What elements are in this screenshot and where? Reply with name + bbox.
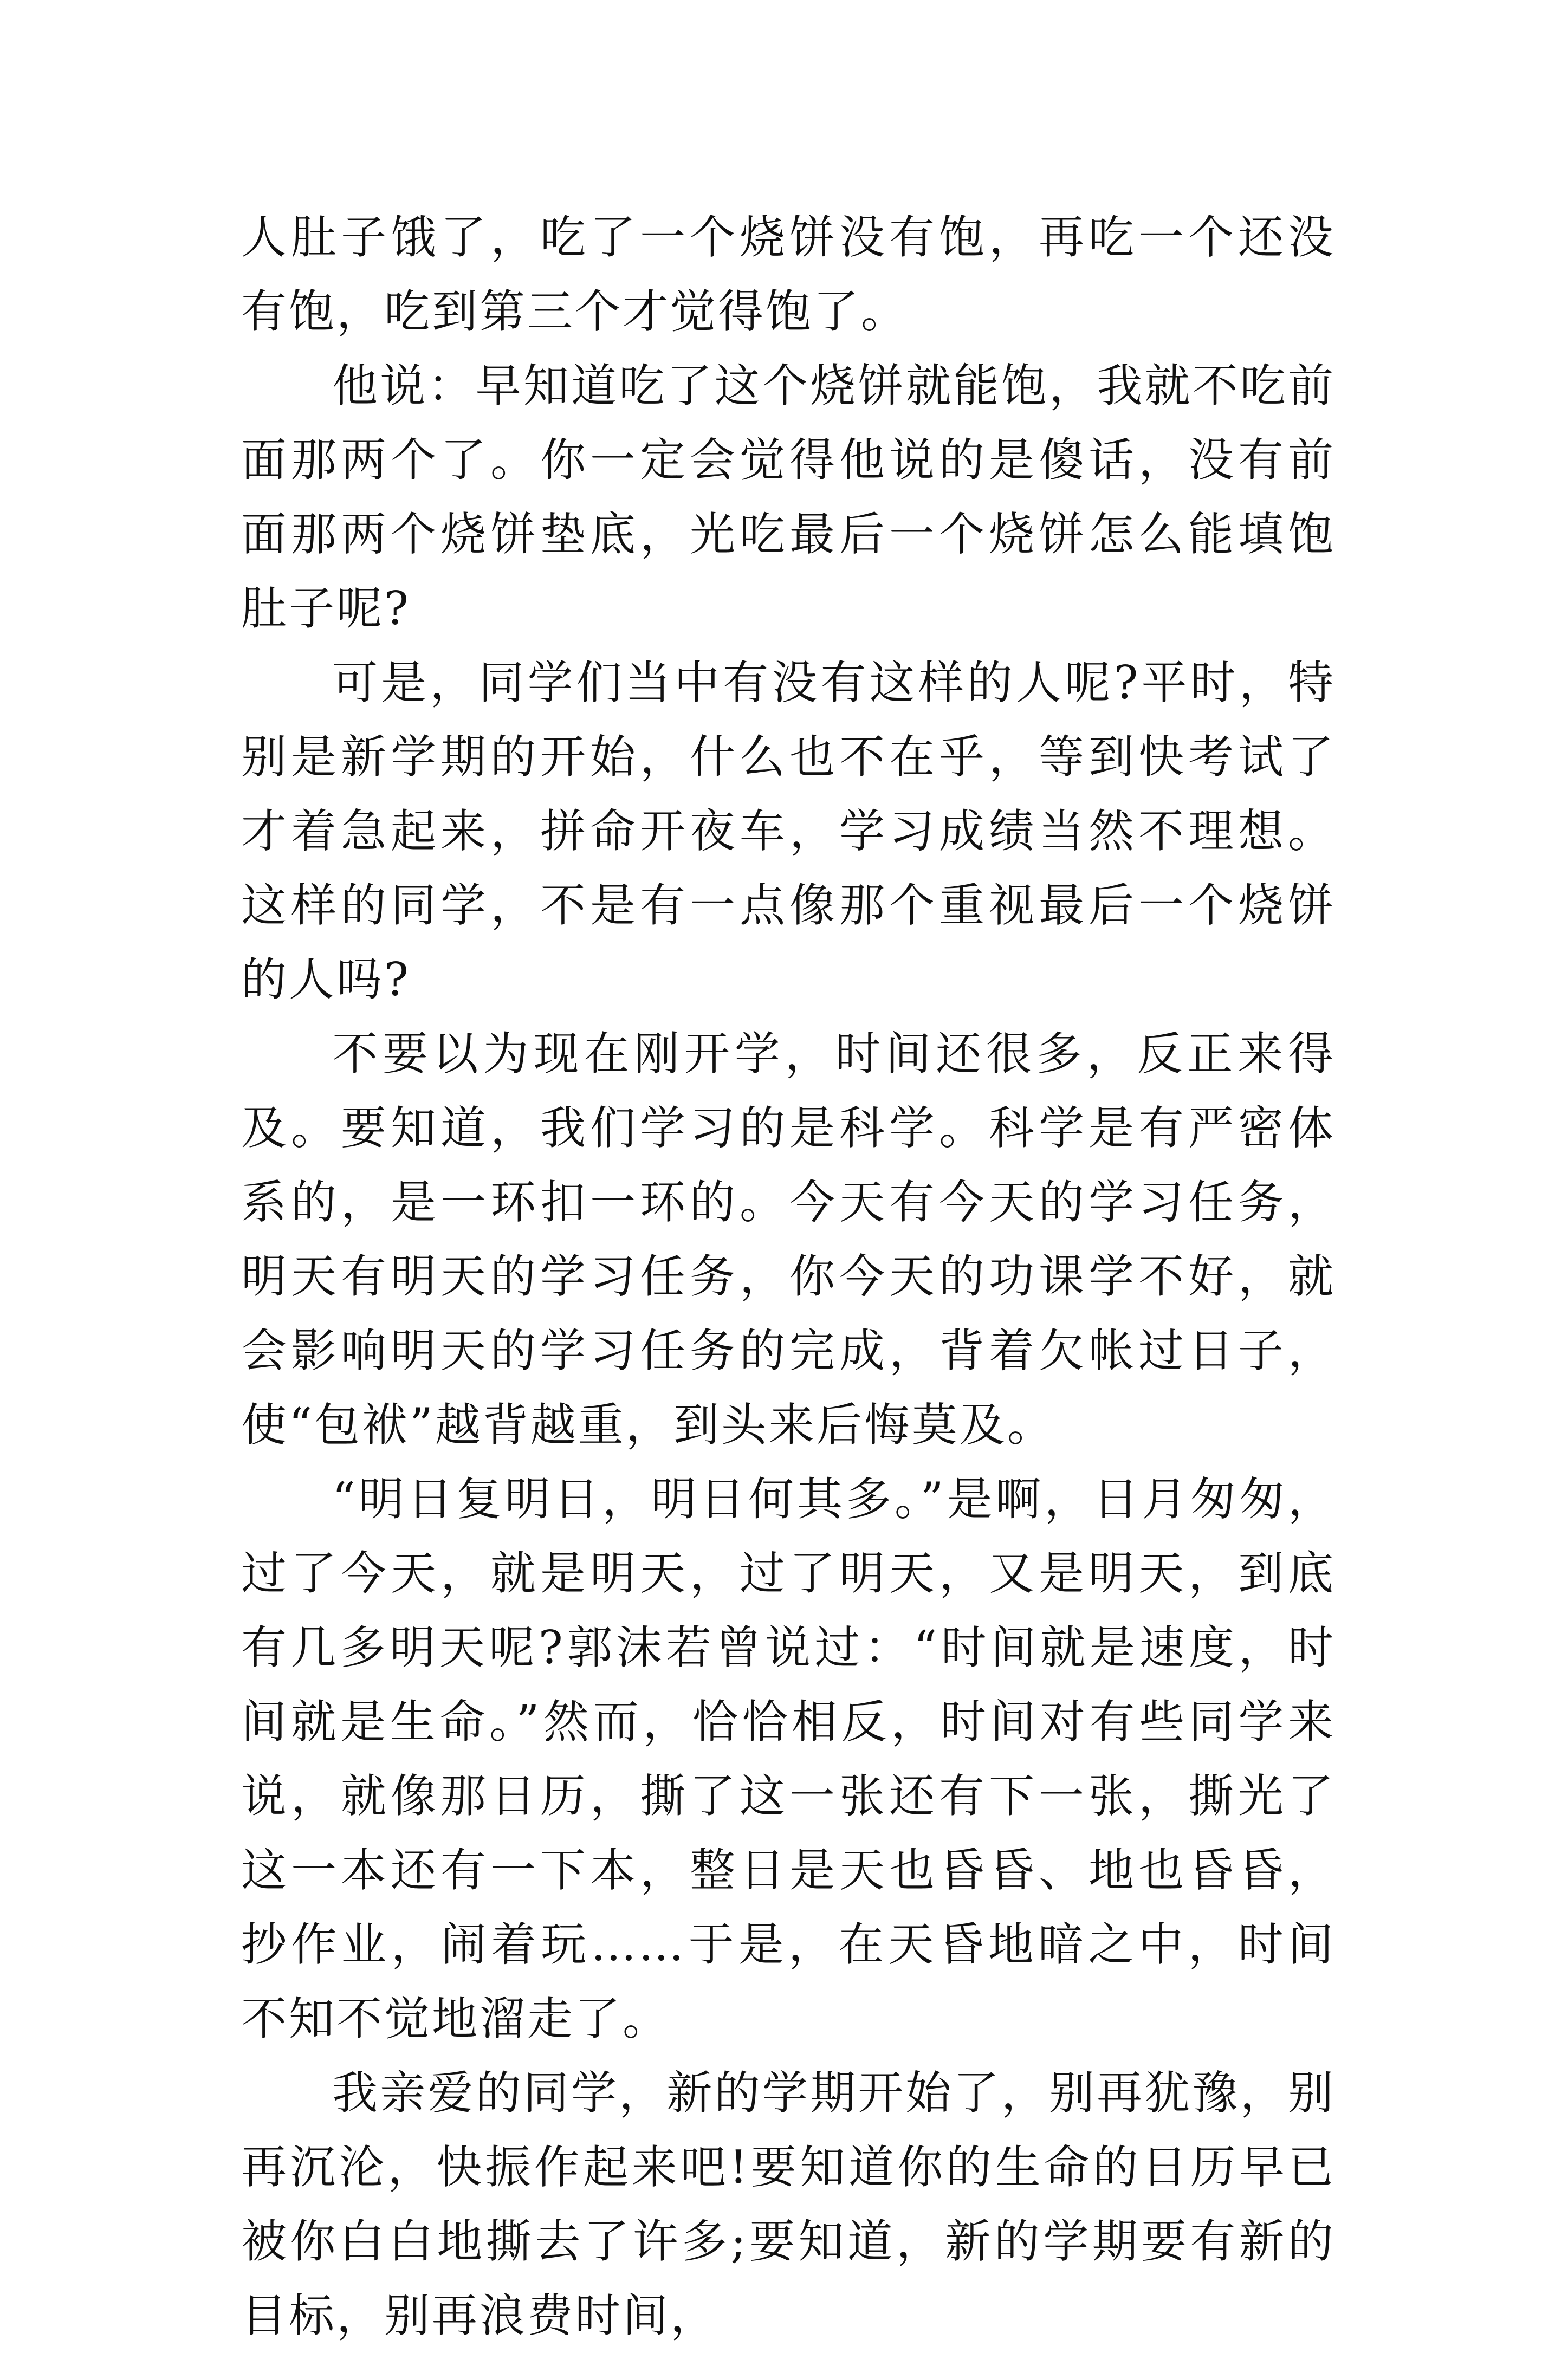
paragraph-5: “明日复明日，明日何其多。”是啊，日月匆匆，过了今天，就是明天，过了明天，又是明天，到底有几多明天呢?郭沫若曾说过：“时间就是速度，时间就是生命。”然而，恰恰相反，时间对有些同学来说，就像那日历，撕了这一张还有下一张，撕光了这一本还有一下本，整日是天也昏昏、地也昏昏，抄作业，闹着玩……于是，在天昏地暗之中，时间不知不觉地溜走了。 xyxy=(241,1473,1336,2045)
paragraph-2: 他说：早知道吃了这个烧饼就能饱，我就不吃前面那两个了。你一定会觉得他说的是傻话，没有前面那两个烧饼垫底，光吃最后一个烧饼怎么能填饱肚子呢? xyxy=(241,359,1336,635)
body-text xyxy=(241,200,1336,2353)
paragraph-6: 我亲爱的同学，新的学期开始了，别再犹豫，别再沉沦，快振作起来吧!要知道你的生命的日历早已被你白白地撕去了许多;要知道，新的学期要有新的目标，别再浪费时间， xyxy=(241,2066,1336,2342)
paragraph-4: 不要以为现在刚开学，时间还很多，反正来得及。要知道，我们学习的是科学。科学是有严密体系的，是一环扣一环的。今天有今天的学习任务，明天有明天的学习任务，你今天的功课学不好，就会影响明天的学习任务的完成，背着欠帐过日子，使“包袱”越背越重，到头来后悔莫及。 xyxy=(241,1027,1336,1451)
paragraph-3: 可是，同学们当中有没有这样的人呢?平时，特别是新学期的开始，什么也不在乎，等到快考试了才着急起来，拼命开夜车，学习成绩当然不理想。这样的同学，不是有一点像那个重视最后一个烧饼的人吗? xyxy=(241,656,1336,1006)
paragraph-1: 人肚子饿了，吃了一个烧饼没有饱，再吃一个还没有饱，吃到第三个才觉得饱了。 xyxy=(241,211,1336,338)
